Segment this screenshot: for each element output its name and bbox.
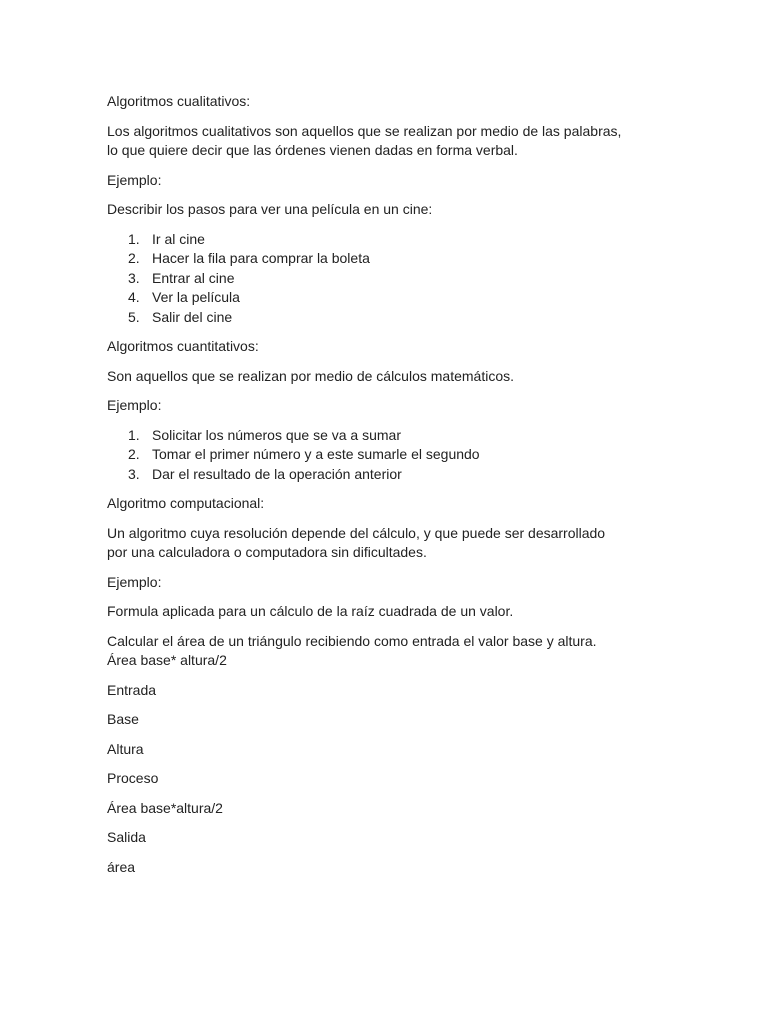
- text-line-entrada: Entrada: [107, 681, 157, 698]
- list-item-number: 2.: [128, 446, 140, 462]
- steps-list-suma: [107, 426, 687, 485]
- list-item-number: 3.: [128, 269, 140, 286]
- example-label: Ejemplo:: [107, 397, 162, 413]
- list-item-text: Tomar el primer número y a este sumarle el segundo: [152, 446, 480, 462]
- example-label: Ejemplo:: [107, 573, 162, 590]
- list-item-number: 5.: [128, 308, 140, 325]
- example-label: Ejemplo:: [107, 171, 162, 188]
- list-item: [107, 465, 687, 485]
- text-line-proceso: Proceso: [107, 770, 159, 786]
- text-line-altura: Altura: [107, 740, 144, 757]
- example-intro: Describir los pasos para ver una película en un cine:: [107, 201, 433, 217]
- list-item-text: Solicitar los números que se va a sumar: [152, 426, 401, 443]
- list-item-number: 1.: [128, 230, 140, 247]
- list-item-text: Salir del cine: [152, 308, 233, 325]
- list-item-number: 2.: [128, 250, 140, 266]
- list-item: [107, 426, 687, 446]
- formula-line: Formula aplicada para un cálculo de la raíz cuadrada de un valor.: [107, 603, 514, 619]
- document-page: [107, 92, 687, 887]
- list-item-number: 3.: [128, 465, 140, 482]
- steps-list-cine: [107, 230, 687, 328]
- section-heading-computacional: Algoritmo computacional:: [107, 495, 265, 511]
- list-item: [107, 249, 687, 269]
- list-item: [107, 288, 687, 308]
- list-item: [107, 269, 687, 289]
- text-line-salida: Salida: [107, 829, 146, 845]
- list-item: [107, 308, 687, 328]
- paragraph-cuantitativos: Son aquellos que se realizan por medio de cálculos matemáticos.: [107, 367, 515, 384]
- list-item-number: 1.: [128, 426, 140, 443]
- list-item-text: Dar el resultado de la operación anterior: [152, 465, 402, 482]
- section-heading-cualitativos: Algoritmos cualitativos:: [107, 93, 251, 109]
- calc-line: Calcular el área de un triángulo recibiendo como entrada el valor base y altura. Área base* altura/2: [107, 632, 597, 668]
- text-line-area: área: [107, 858, 136, 875]
- list-item: [107, 230, 687, 250]
- list-item-number: 4.: [128, 289, 140, 305]
- section-heading-cuantitativos: Algoritmos cuantitativos:: [107, 338, 259, 354]
- list-item-text: Entrar al cine: [152, 269, 235, 286]
- text-line-base: Base: [107, 711, 139, 727]
- list-item-text: Ir al cine: [152, 230, 205, 247]
- list-item-text: Hacer la fila para comprar la boleta: [152, 250, 370, 266]
- paragraph-computacional: Un algoritmo cuya resolución depende del cálculo, y que puede ser desarrollado por una calculadora o computadora sin dificultades.: [107, 524, 606, 560]
- paragraph-cualitativos: Los algoritmos cualitativos son aquellos que se realizan por medio de las palabras, lo que quiere decir que las órdenes vienen dadas en forma verbal.: [107, 122, 622, 158]
- list-item-text: Ver la película: [152, 289, 240, 305]
- text-line-area-formula: Área base*altura/2: [107, 799, 223, 816]
- list-item: [107, 445, 687, 465]
